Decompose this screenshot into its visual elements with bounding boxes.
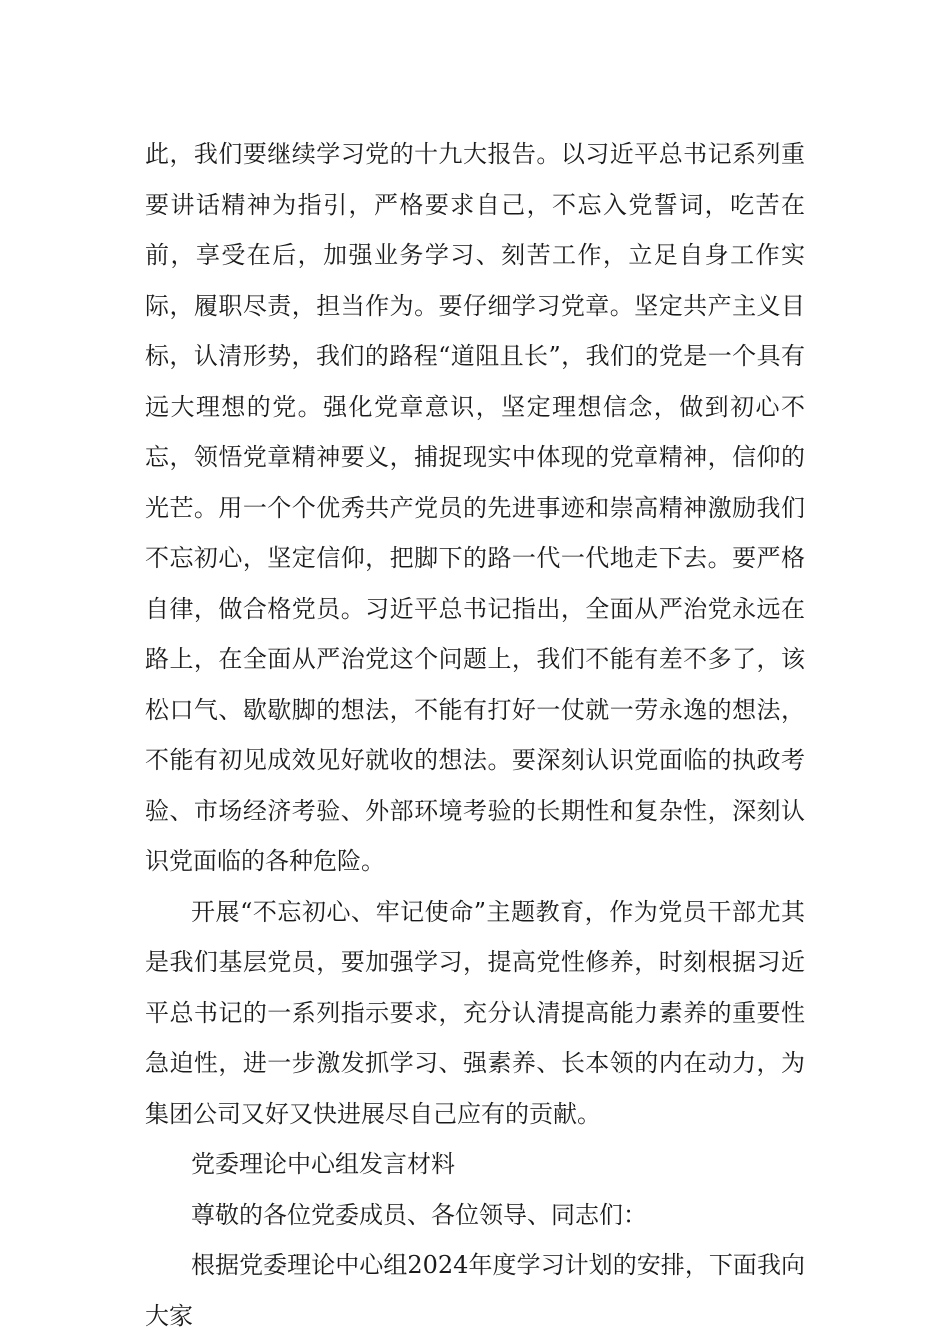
salutation: 尊敬的各位党委成员、各位领导、同志们： [191, 1200, 647, 1229]
paragraph-continued: 此，我们要继续学习党的十九大报告。以习近平总书记系列重要讲话精神为指引，严格要求自己，不忘入党誓词，吃苦在前，享受在后，加强业务学习、刻苦工作，立足自身工作实际，履职尽责，担当作为。要仔细学习党章。坚定共产主义目标，认清形势，我们的路程“道阻且长”，我们的党是一个具有远大理想的党。强化党章意识，坚定理想信念，做到初心不忘，领悟党章精神要义，捕捉现实中体现的党章精神，信仰的光芒。用一个个优秀共产党员的先进事迹和崇高精神激励我们不忘初心，坚定信仰，把脚下的路一代一代地走下去。要严格自律，做合格党员。习近平总书记指出，全面从严治党永远在路上，在全面从严治党这个问题上，我们不能有差不多了，该松口气、歇歇脚的想法，不能有打好一仗就一劳永逸的想法，不能有初见成效见好就收的想法。要深刻认识党面临的执政考验、市场经济考验、外部环境考验的长期性和复杂性，深刻认识党面临的各种危险。 [145, 140, 805, 875]
section-title: 党委理论中心组发言材料 [191, 1150, 455, 1178]
paragraph-theme-education: 开展“不忘初心、牢记使命”主题教育，作为党员干部尤其是我们基层党员，要加强学习，提高党性修养，时刻根据习近平总书记的一系列指示要求，充分认清提高能力素养的重要性急迫性，进一步激发抓学习、强素养、长本领的内在动力，为集团公司又好又快进展尽自己应有的贡献。 [145, 897, 805, 1128]
paragraph-opening: 根据党委理论中心组2024年度学习计划的安排，下面我向大家 [145, 1251, 805, 1330]
document-body [145, 129, 805, 1341]
